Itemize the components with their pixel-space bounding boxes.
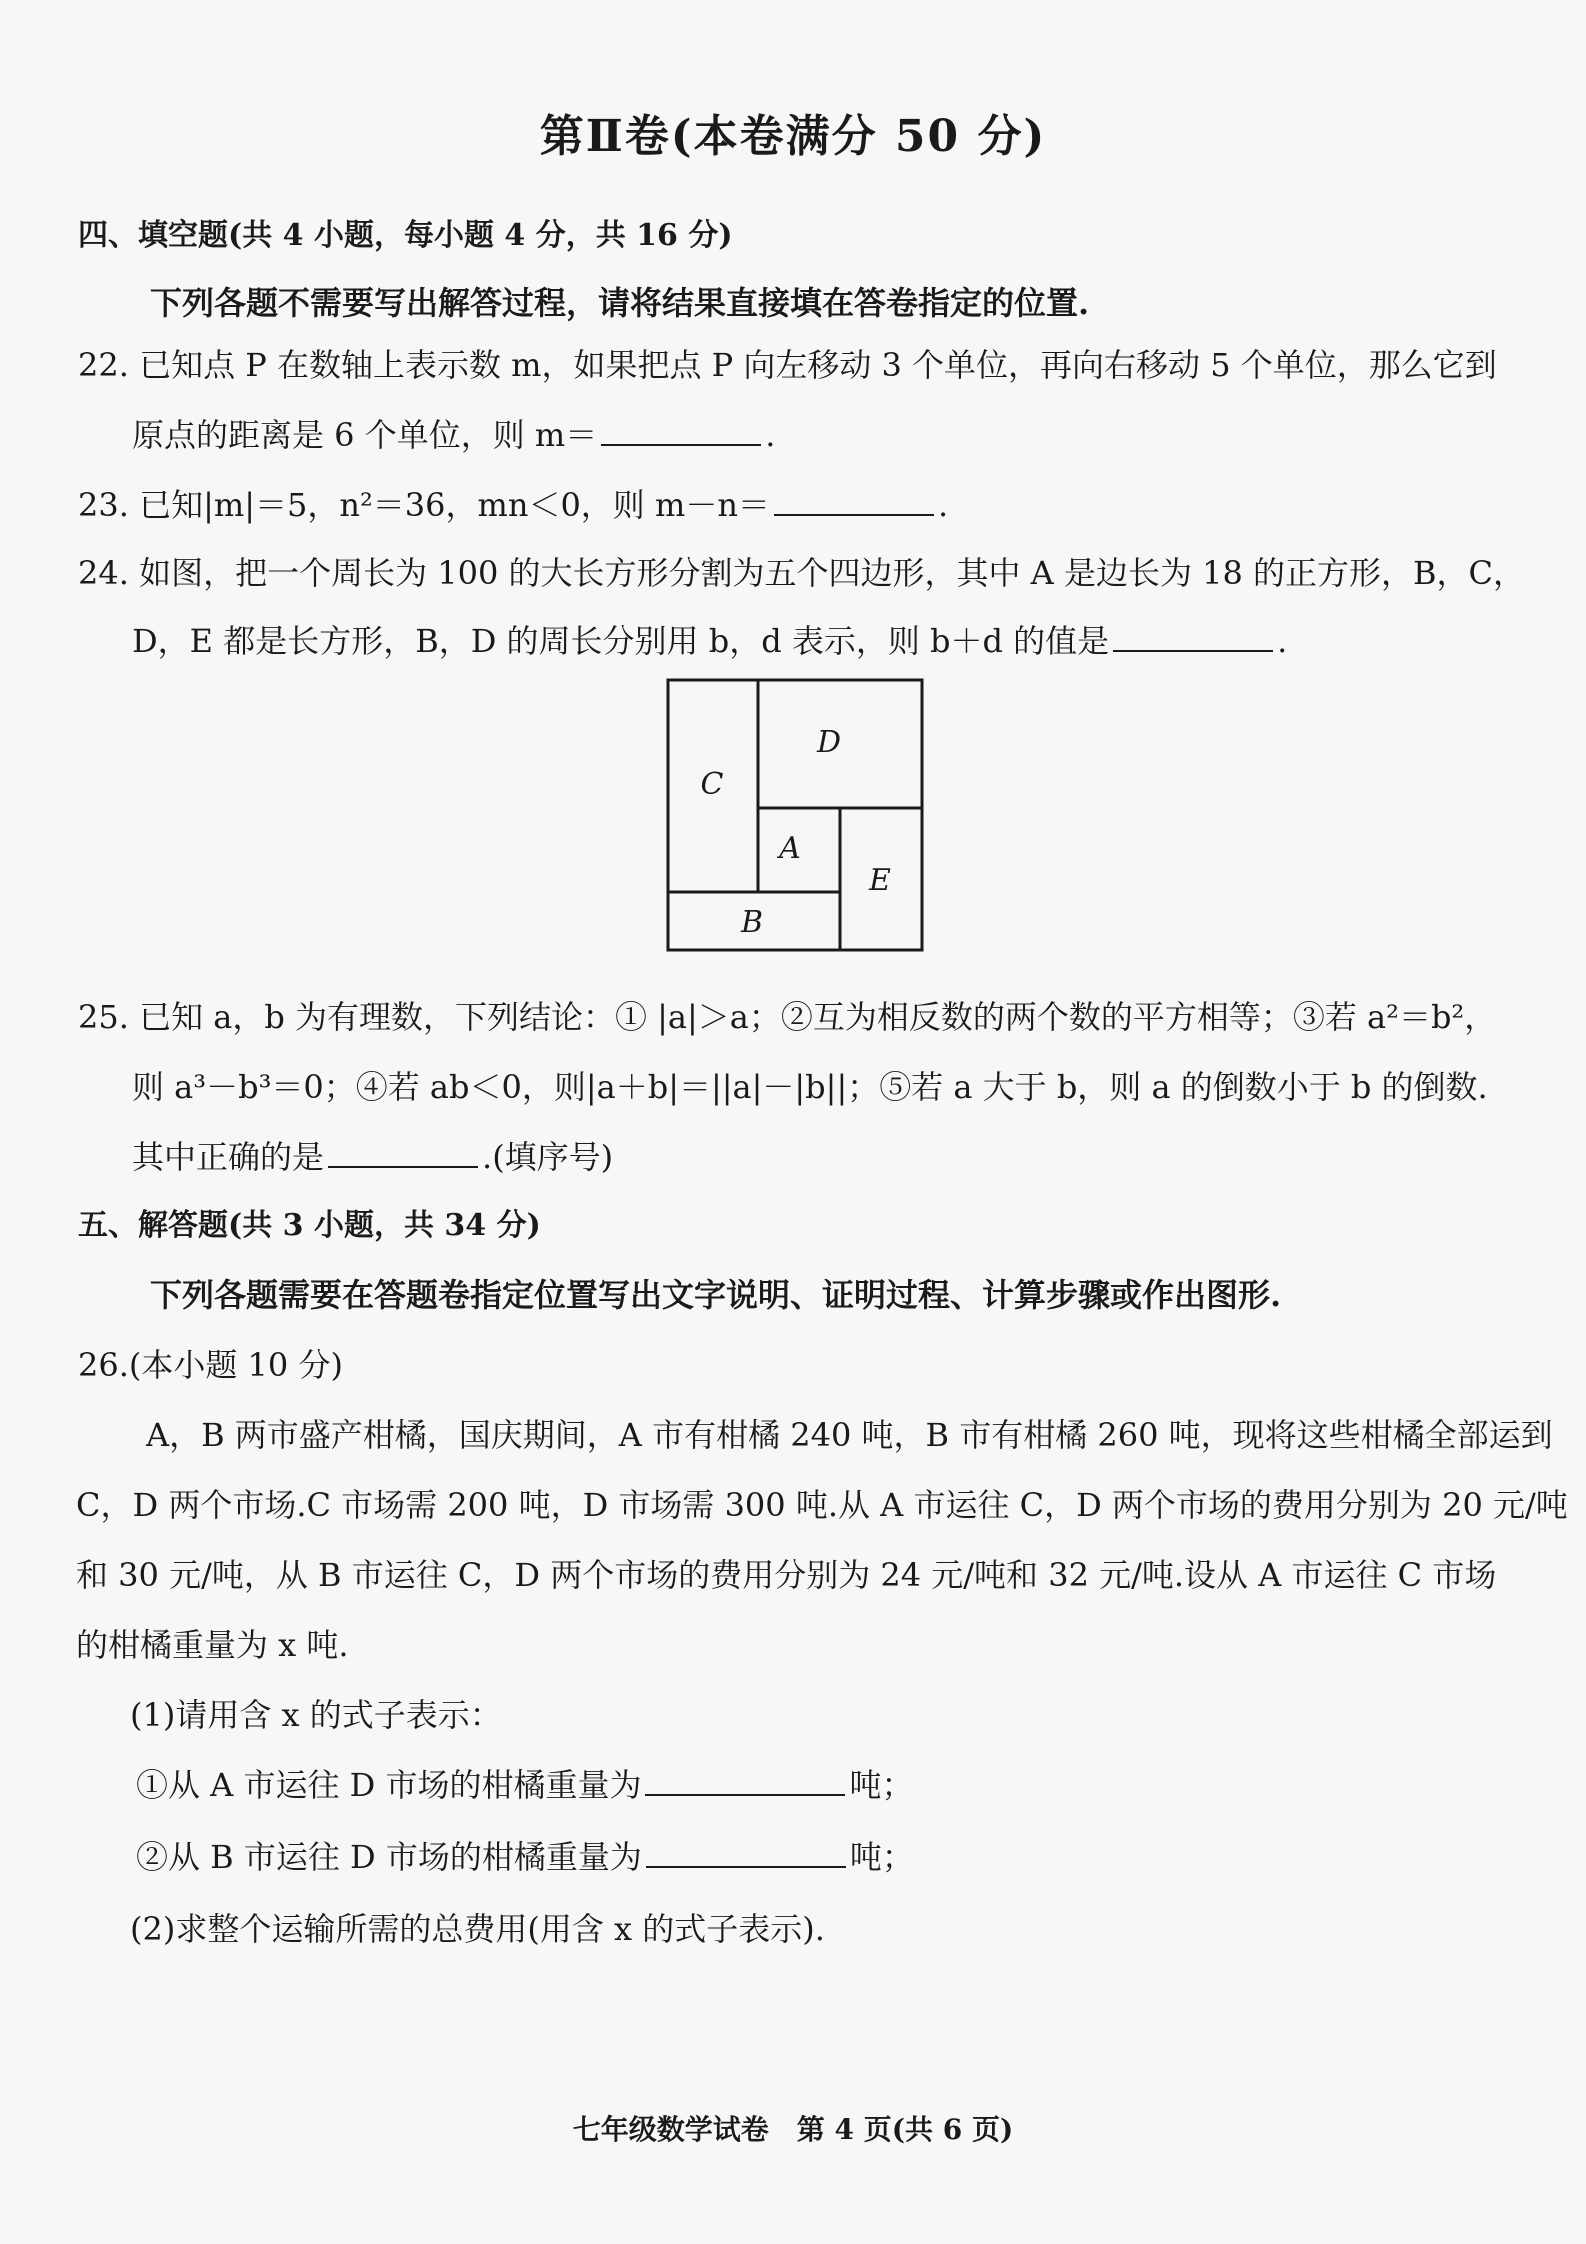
q26-item1-answer-blank [645,1764,845,1796]
q26-item1-unit: 吨； [849,1766,914,1804]
q25-end: .(填序号) [482,1138,614,1176]
q26-item1 [136,1760,913,1806]
q24-text: D，E 都是长方形，B，D 的周长分别用 b，d 表示，则 b＋d 的值是 [132,622,1110,660]
q22-answer-blank [601,414,761,446]
q22-text: 原点的距离是 6 个单位，则 m＝ [132,416,598,454]
q23-end: . [937,486,949,524]
q25-text: 其中正确的是 [132,1138,325,1176]
q26-paragraph-line1: A，B 两市盛产柑橘，国庆期间，A 市有柑橘 240 吨，B 市有柑橘 260 吨，现将这些柑橘全部运到 [146,1416,1553,1454]
q25-line1: 25. 已知 a，b 为有理数，下列结论：① |a|＞a；②互为相反数的两个数的平方相等；③若 a²＝b²， [78,998,1497,1036]
q24-line2 [132,616,1287,662]
q23-answer-blank [774,484,934,516]
q23-text: 23. 已知|m|＝5，n²＝36，mn＜0，则 m－n＝ [78,486,770,524]
label-b: B [740,905,764,940]
label-d: D [816,725,842,760]
q26-item2-answer-blank [646,1836,846,1868]
section5-instruction: 下列各题需要在答题卷指定位置写出文字说明、证明过程、计算步骤或作出图形. [150,1276,1282,1314]
q26-item2 [136,1832,914,1878]
q25-line2: 则 a³－b³＝0；④若 ab＜0，则|a＋b|＝||a|－|b||；⑤若 a 大于 b，则 a 的倒数小于 b 的倒数. [132,1068,1488,1106]
q22-line2 [132,410,775,456]
label-e: E [869,863,891,898]
page-title: 第Ⅱ卷(本卷满分 50 分) [539,111,1047,162]
q24-line1: 24. 如图，把一个周长为 100 的大长方形分割为五个四边形，其中 A 是边长为 18 的正方形，B，C， [78,554,1526,592]
q26-sub1: (1)请用含 x 的式子表示： [130,1696,502,1734]
section4-heading: 四、填空题(共 4 小题，每小题 4 分，共 16 分) [78,218,733,253]
q23-line [78,480,948,526]
section5-heading: 五、解答题(共 3 小题，共 34 分) [78,1208,541,1243]
label-a: A [779,831,801,866]
q26-paragraph-line3: 和 30 元/吨，从 B 市运往 C，D 两个市场的费用分别为 24 元/吨和 32 元/吨.设从 A 市运往 C 市场 [76,1556,1497,1594]
q26-header: 26.(本小题 10 分) [78,1346,343,1384]
q26-item2-unit: 吨； [849,1838,914,1876]
q24-answer-blank [1113,620,1273,652]
rectangle-partition-figure [664,676,928,960]
outer-rectangle [668,680,922,950]
q24-end: . [1277,622,1288,660]
q26-item2-text: ②从 B 市运往 D 市场的柑橘重量为 [136,1838,642,1876]
q26-item1-text: ①从 A 市运往 D 市场的柑橘重量为 [136,1766,642,1804]
section4-instruction: 下列各题不需要写出解答过程，请将结果直接填在答卷指定的位置. [150,284,1090,322]
q22-end: . [765,416,776,454]
q22-line1: 22. 已知点 P 在数轴上表示数 m，如果把点 P 向左移动 3 个单位，再向右移动 5 个单位，那么它到 [78,346,1497,384]
label-c: C [700,767,724,802]
q26-sub2: (2)求整个运输所需的总费用(用含 x 的式子表示). [130,1910,825,1948]
q26-paragraph-line4: 的柑橘重量为 x 吨. [76,1626,349,1664]
page-footer: 七年级数学试卷 第 4 页(共 6 页) [572,2113,1014,2146]
q25-answer-blank [328,1136,478,1168]
q26-paragraph-line2: C，D 两个市场.C 市场需 200 吨，D 市场需 300 吨.从 A 市运往 C，D 两个市场的费用分别为 20 元/吨 [76,1486,1568,1524]
q25-line3 [132,1132,613,1178]
